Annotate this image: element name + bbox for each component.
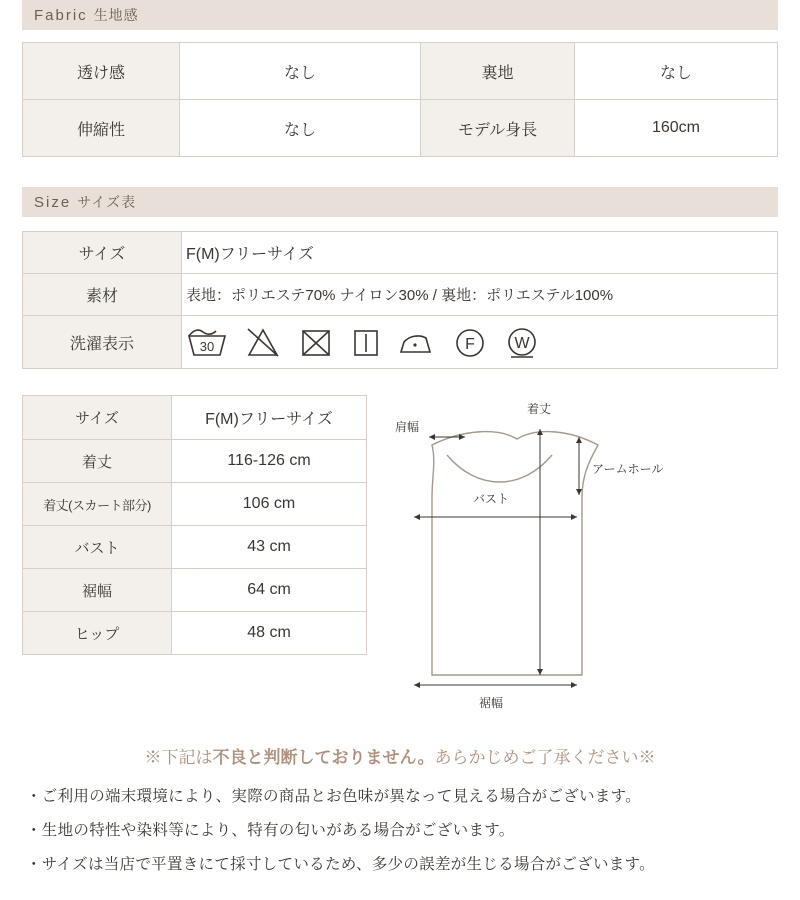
diagram-label-shoulder: 肩幅 (395, 420, 420, 434)
fabric-section-title-en: Fabric (34, 7, 88, 24)
meas-value-length: 116-126 cm (172, 440, 367, 483)
size-table-wrap (22, 231, 778, 369)
wet-clean-w-icon (504, 325, 540, 359)
wash-icons-cell (182, 316, 778, 369)
notes-title (22, 743, 778, 768)
note-line-1: ・ご利用の端末環境により、実際の商品とお色味が異なって見える場合がございます。 (26, 788, 641, 805)
size-value-size: F(M)フリーサイズ (182, 232, 778, 274)
table-row (23, 43, 778, 100)
no-tumble-dry-icon (298, 325, 334, 359)
table-row (23, 274, 778, 316)
size-section-title-jp: サイズ表 (77, 194, 137, 210)
size-section-header (22, 187, 778, 217)
fabric-value-lining: なし (575, 43, 778, 100)
size-label-wash: 洗濯表示 (23, 316, 182, 369)
fabric-value-stretch: なし (180, 100, 421, 157)
table-row (23, 316, 778, 369)
garment-diagram-svg (387, 395, 777, 725)
fabric-label-lining: 裏地 (421, 43, 575, 100)
size-table (22, 231, 778, 369)
dry-clean-f-icon (452, 325, 488, 359)
meas-value-size: F(M)フリーサイズ (172, 396, 367, 440)
meas-label-size: サイズ (23, 396, 172, 440)
svg-text:W: W (514, 335, 530, 352)
table-row (23, 483, 367, 526)
fabric-value-model-height: 160cm (575, 100, 778, 157)
meas-label-length: 着丈 (23, 440, 172, 483)
svg-text:F: F (465, 336, 475, 353)
fabric-label-sheer: 透け感 (23, 43, 180, 100)
fabric-table-wrap (22, 42, 778, 157)
fabric-label-model-height: モデル身長 (421, 100, 575, 157)
garment-diagram (387, 395, 778, 730)
fabric-table (22, 42, 778, 157)
table-row (23, 440, 367, 483)
measurement-area (22, 395, 778, 730)
wash-care-icon-list (186, 325, 773, 359)
meas-value-skirt-length: 106 cm (172, 483, 367, 526)
notes-title-suffix: あらかじめご了承ください※ (434, 748, 656, 767)
size-value-material: 表地：ポリエステ70% ナイロン30% / 裏地：ポリエステル100% (182, 274, 778, 316)
measurement-table (22, 395, 367, 655)
diagram-label-bust: バスト (473, 492, 510, 506)
diagram-label-length: 着丈 (527, 402, 552, 416)
meas-value-hem: 64 cm (172, 569, 367, 612)
no-bleach-icon (244, 325, 282, 359)
fabric-section-header (22, 0, 778, 30)
size-label-material: 素材 (23, 274, 182, 316)
meas-label-hem: 裾幅 (23, 569, 172, 612)
table-row (23, 100, 778, 157)
size-section-title-en: Size (34, 194, 72, 211)
drip-dry-line-icon (350, 325, 380, 359)
meas-label-hip: ヒップ (23, 612, 172, 655)
table-row (23, 526, 367, 569)
note-line-3: ・サイズは当店で平置きにて採寸しているため、多少の誤差が生じる場合がございます。 (26, 856, 655, 873)
table-row (23, 569, 367, 612)
fabric-value-sheer: なし (180, 43, 421, 100)
notes-title-strong: 不良と判断しておりません。 (212, 748, 435, 767)
diagram-label-armhole: アームホール (592, 462, 664, 476)
table-row (23, 232, 778, 274)
diagram-label-hem: 裾幅 (479, 696, 504, 710)
fabric-label-stretch: 伸縮性 (23, 100, 180, 157)
size-label-size: サイズ (23, 232, 182, 274)
meas-label-bust: バスト (23, 526, 172, 569)
fabric-section-title-jp: 生地感 (93, 7, 139, 23)
wash-tub-30-icon (186, 325, 228, 359)
notes-section (22, 743, 778, 886)
iron-low-icon (396, 325, 436, 359)
notes-title-prefix: ※下記は (144, 748, 213, 767)
meas-value-bust: 43 cm (172, 526, 367, 569)
meas-label-skirt-length: 着丈(スカート部分) (23, 483, 172, 526)
table-row (23, 396, 367, 440)
meas-value-hip: 48 cm (172, 612, 367, 655)
table-row (23, 612, 367, 655)
note-line-2: ・生地の特性や染料等により、特有の匂いがある場合がございます。 (26, 822, 515, 839)
svg-text:30: 30 (199, 339, 215, 354)
measurement-table-wrap (22, 395, 367, 730)
